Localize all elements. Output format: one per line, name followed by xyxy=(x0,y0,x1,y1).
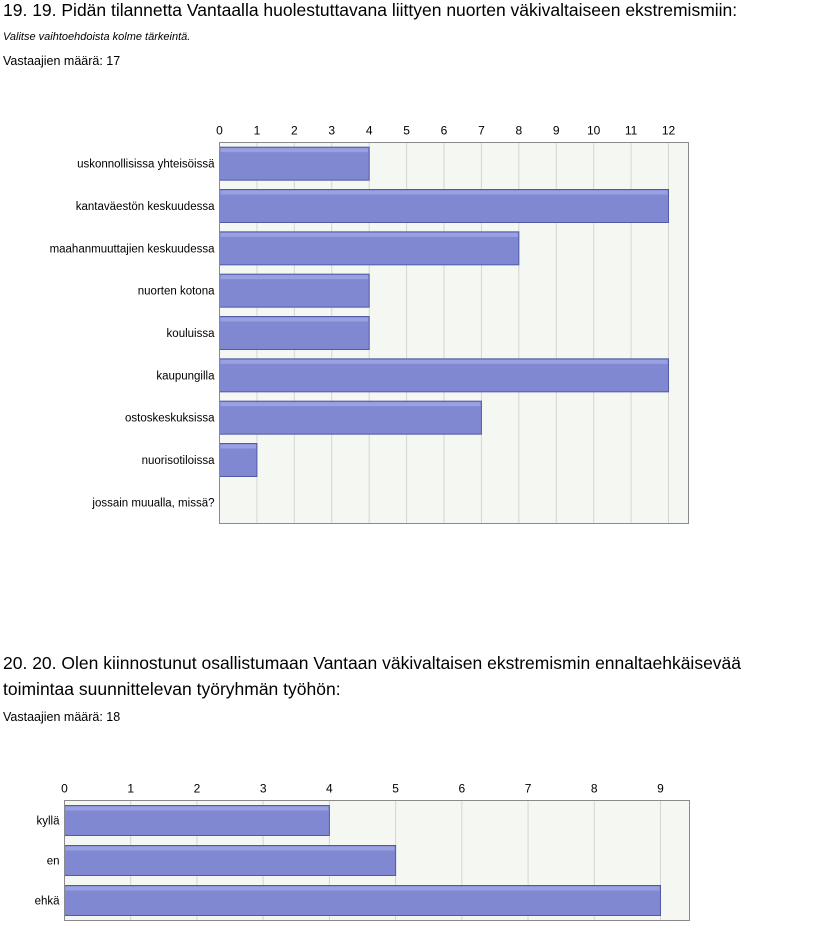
category-label: maahanmuuttajien keskuudessa xyxy=(49,243,215,256)
category-label: uskonnollisissa yhteisöissä xyxy=(77,158,215,171)
bar-highlight xyxy=(221,402,481,406)
question-19-title: 19. 19. Pidän tilannetta Vantaalla huolestuttavana liittyen nuorten väkivaltaiseen ekstremismiin: xyxy=(3,0,738,20)
x-tick-label: 0 xyxy=(216,123,223,138)
x-tick-label: 6 xyxy=(458,781,466,796)
bar-highlight xyxy=(221,233,518,237)
x-tick-label: 4 xyxy=(365,123,373,138)
question-19-bar-chart xyxy=(0,115,831,535)
category-label: kantaväestön keskuudessa xyxy=(75,201,215,213)
category-label: ehkä xyxy=(34,895,60,908)
category-label: jossain muualla, missä? xyxy=(92,497,215,510)
question-19-respondent-count: Vastaajien määrä: 17 xyxy=(3,54,121,68)
category-label: ostoskeskuksissa xyxy=(125,412,215,425)
x-tick-label: 5 xyxy=(392,781,399,796)
category-label: kaupungilla xyxy=(156,370,215,383)
x-tick-label: 8 xyxy=(590,781,598,796)
x-tick-label: 2 xyxy=(193,781,201,796)
bar-highlight xyxy=(66,807,329,811)
x-tick-label: 9 xyxy=(657,781,664,796)
x-tick-label: 8 xyxy=(515,123,523,138)
bar-highlight xyxy=(221,191,668,195)
x-tick-label: 5 xyxy=(403,123,410,138)
question-20-title: 20. 20. Olen kiinnostunut osallistumaan Vantaan väkivaltaisen ekstremismin ennaltaehkäisevää toimintaa suunnittelevan työryhmän työhön: xyxy=(3,653,742,699)
x-tick-label: 7 xyxy=(524,781,532,796)
x-tick-label: 4 xyxy=(326,781,333,796)
x-tick-label: 10 xyxy=(586,123,601,138)
bar-highlight xyxy=(221,318,369,322)
x-tick-label: 7 xyxy=(478,123,485,138)
x-tick-label: 1 xyxy=(253,123,261,138)
x-tick-label: 2 xyxy=(290,123,298,138)
x-tick-label: 6 xyxy=(440,123,448,138)
question-20-respondent-count: Vastaajien määrä: 18 xyxy=(3,710,121,724)
x-tick-label: 9 xyxy=(552,123,560,138)
x-tick-label: 1 xyxy=(127,781,135,796)
x-tick-label: 3 xyxy=(328,123,336,138)
bar-highlight xyxy=(221,275,369,279)
question-19-instruction: Valitse vaihtoehdoista kolme tärkeintä. xyxy=(3,31,191,43)
category-label: nuorten kotona xyxy=(137,285,215,298)
x-tick-label: 11 xyxy=(624,123,638,138)
bar-highlight xyxy=(221,148,369,152)
bar-highlight xyxy=(221,360,668,364)
bar-highlight xyxy=(66,887,660,891)
category-label: nuorisotiloissa xyxy=(141,455,215,467)
x-tick-label: 12 xyxy=(661,123,676,138)
question-20-bar-chart xyxy=(0,775,831,925)
x-tick-label: 3 xyxy=(259,781,267,796)
x-tick-label: 0 xyxy=(61,781,68,796)
category-label: kouluissa xyxy=(166,328,215,340)
category-label: kyllä xyxy=(36,815,60,828)
category-label: en xyxy=(46,855,60,868)
bar-highlight xyxy=(66,847,395,851)
bar-highlight xyxy=(221,445,256,449)
